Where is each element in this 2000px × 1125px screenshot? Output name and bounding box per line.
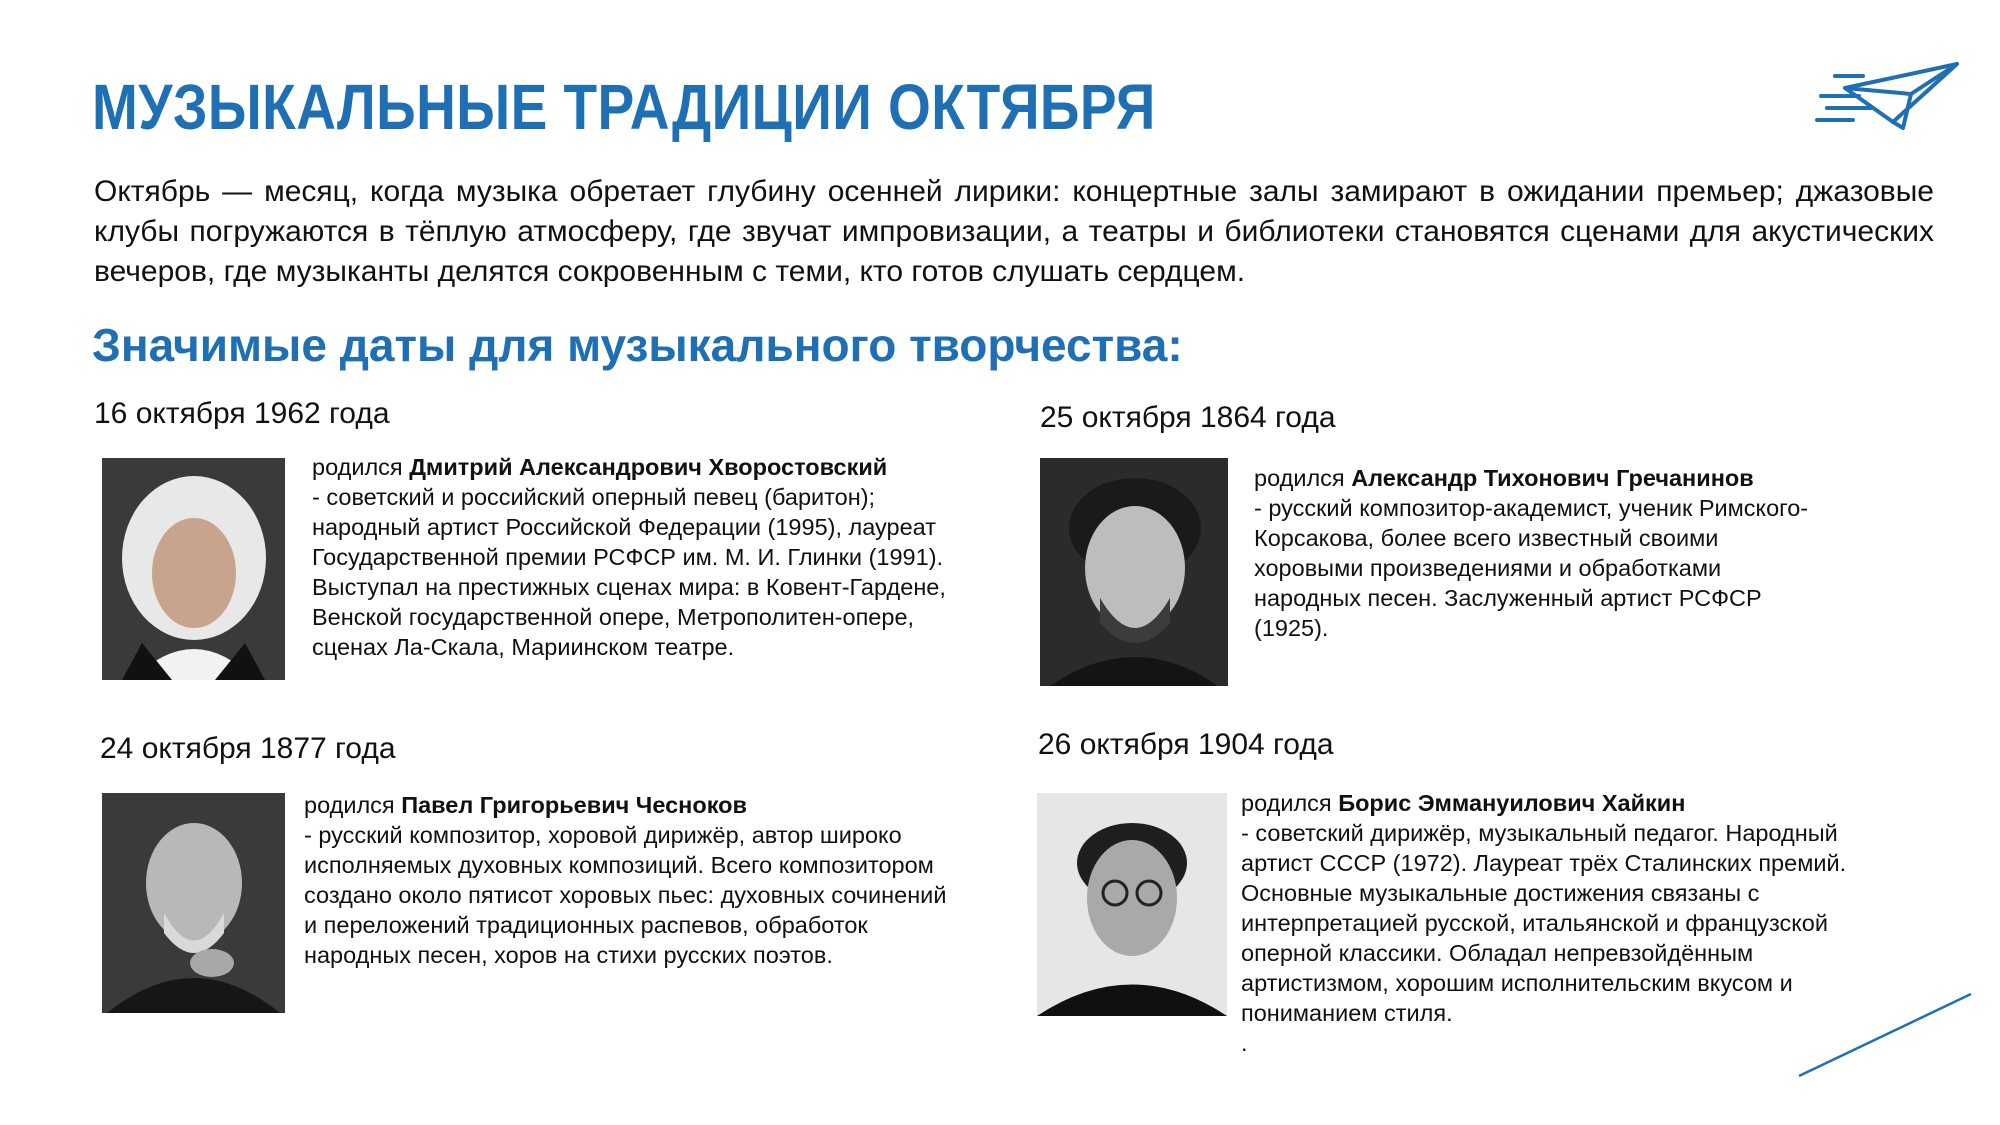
paper-plane-logo-icon <box>1815 52 1965 132</box>
entry-date: 16 октября 1962 года <box>94 397 390 430</box>
bio-prefix: родился <box>312 454 410 480</box>
portrait-photo <box>1037 793 1227 1016</box>
bio-text: - советский и российский оперный певец (баритон); народный артист Российской Федерации (1995), лауреат Государственной премии РСФСР им. М. И. Глинки (1991). Выступал на престижных сценах мира: в Ковент-Гардене, Венской государственной опере, Метрополитен-опере, сценах Ла-Скала, Мариинском театре. <box>312 484 946 660</box>
person-name: Дмитрий Александрович Хворостовский <box>409 454 888 480</box>
entry-date: 24 октября 1877 года <box>100 732 396 765</box>
portrait-photo <box>1040 458 1228 686</box>
portrait-photo <box>102 793 285 1013</box>
decorative-line <box>1795 990 1975 1080</box>
entry-date: 26 октября 1904 года <box>1038 728 1334 761</box>
bio-trailing-dot: . <box>1241 1030 1248 1056</box>
entry-bio <box>304 790 964 970</box>
entry-bio <box>1254 463 1814 643</box>
bio-prefix: родился <box>1254 465 1352 491</box>
entry-date: 25 октября 1864 года <box>1040 401 1336 434</box>
intro-paragraph: Октябрь — месяц, когда музыка обретает глубину осенней лирики: концертные залы замирают в ожидании премьер; джазовые клубы погружаются в тёплую атмосферу, где звучат импровизации, а театры и библиотеки становятся сценами для акустических вечеров, где музыканты делятся сокровенным с теми, кто готов слушать сердцем. <box>94 175 1934 288</box>
bio-text: - русский композитор, хоровой дирижёр, автор широко исполняемых духовных композиций. Всего композитором создано около пятисот хоровых пьес: духовных сочинений и переложений традиционных распевов, обработок народных песен, хоров на стихи русских поэтов. <box>304 822 947 968</box>
page-title: МУЗЫКАЛЬНЫЕ ТРАДИЦИИ ОКТЯБРЯ <box>92 71 1156 143</box>
bio-text: - советский дирижёр, музыкальный педагог. Народный артист СССР (1972). Лауреат трёх Сталинских премий. Основные музыкальные достижения связаны с интерпретацией русской, итальянской и французской оперной классики. Обладал непревзойдённым артистизмом, хорошим исполнительским вкусом и пониманием стиля. <box>1241 820 1847 1026</box>
bio-prefix: родился <box>1241 790 1339 816</box>
person-name: Борис Эммануилович Хайкин <box>1338 790 1686 816</box>
portrait-photo <box>102 458 285 680</box>
bio-text: - русский композитор-академист, ученик Римского-Корсакова, более всего известный своими хоровыми произведениями и обработками народных песен. Заслуженный артист РСФСР (1925). <box>1254 495 1809 641</box>
person-name: Александр Тихонович Гречанинов <box>1351 465 1754 491</box>
person-name: Павел Григорьевич Чесноков <box>401 792 747 818</box>
bio-prefix: родился <box>304 792 402 818</box>
section-subtitle: Значимые даты для музыкального творчества: <box>92 319 1183 371</box>
entry-bio <box>312 452 952 662</box>
